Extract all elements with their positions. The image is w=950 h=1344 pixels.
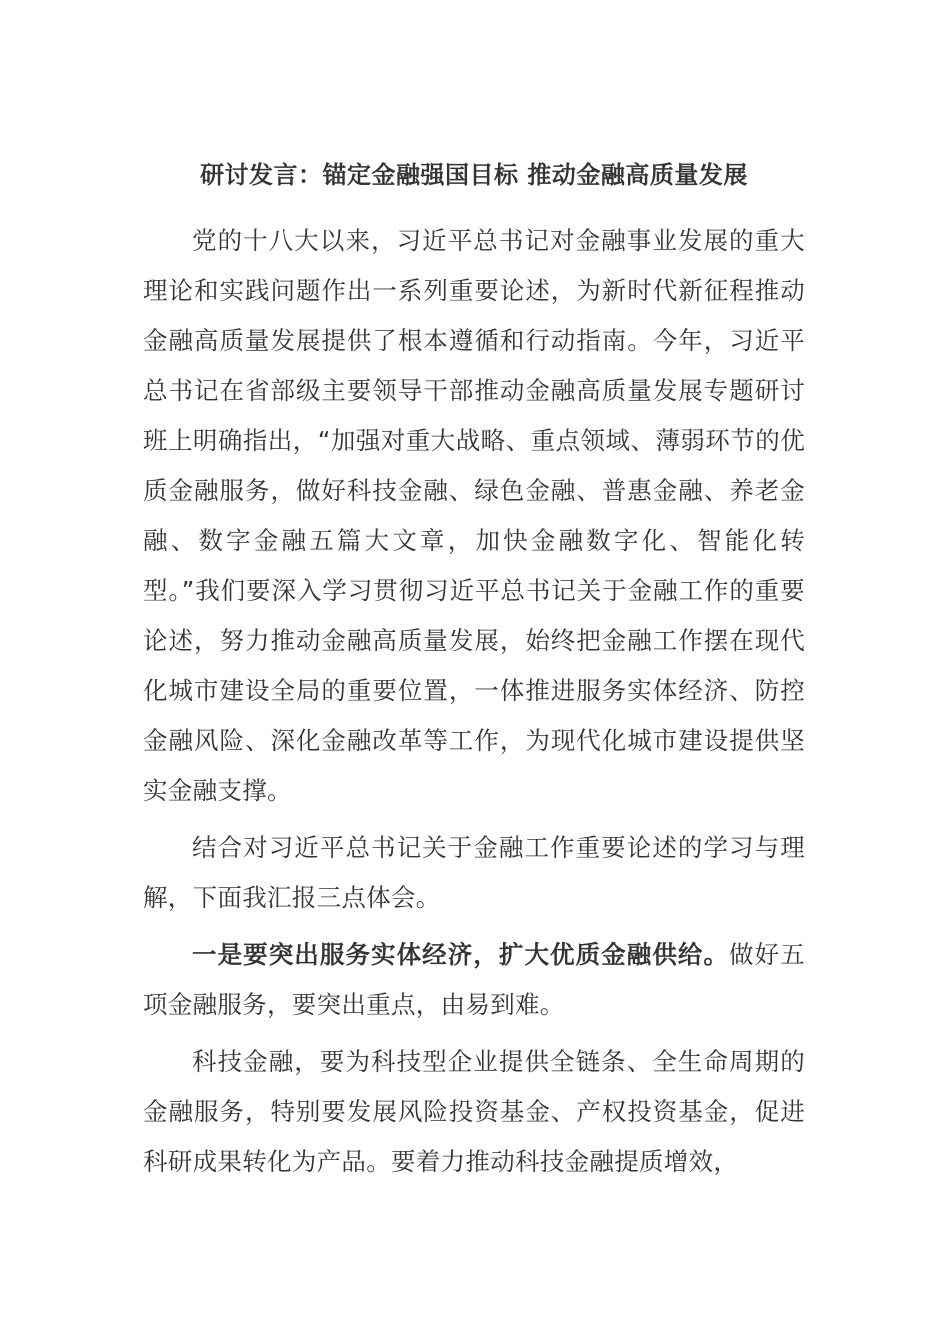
document-page — [143, 150, 805, 1194]
paragraph-summary: 结合对习近平总书记关于金融工作重要论述的学习与理解，下面我汇报三点体会。 — [143, 833, 805, 912]
point-one-heading: 一是要突出服务实体经济，扩大优质金融供给。 — [192, 940, 730, 969]
paragraph-tech-finance: 科技金融，要为科技型企业提供全链条、全生命周期的金融服务，特别要发展风险投资基金、产权投资基金，促进科研成果转化为产品。要着力推动科技金融提质增效， — [143, 1047, 805, 1176]
paragraph-intro: 党的十八大以来，习近平总书记对金融事业发展的重大理论和实践问题作出一系列重要论述，为新时代新征程推动金融高质量发展提供了根本遵循和行动指南。今年，习近平总书记在省部级主要领导干部推动金融高质量发展专题研讨班上明确指出，“加强对重大战略、重点领域、薄弱环节的优质金融服务，做好科技金融、绿色金融、普惠金融、养老金融、数字金融五篇大文章，加快金融数字化、智能化转型。”我们要深入学习贯彻习近平总书记关于金融工作的重要论述，努力推动金融高质量发展，始终把金融工作摆在现代化城市建设全局的重要位置，一体推进服务实体经济、防控金融风险、深化金融改革等工作，为现代化城市建设提供坚实金融支撑。 — [143, 226, 805, 805]
paragraph-point-one — [143, 930, 805, 1030]
point-one-text: 做好五项金融服务，要突出重点，由易到难。 — [143, 940, 805, 1019]
document-title: 研讨发言：锚定金融强国目标 推动金融高质量发展 — [200, 161, 748, 189]
